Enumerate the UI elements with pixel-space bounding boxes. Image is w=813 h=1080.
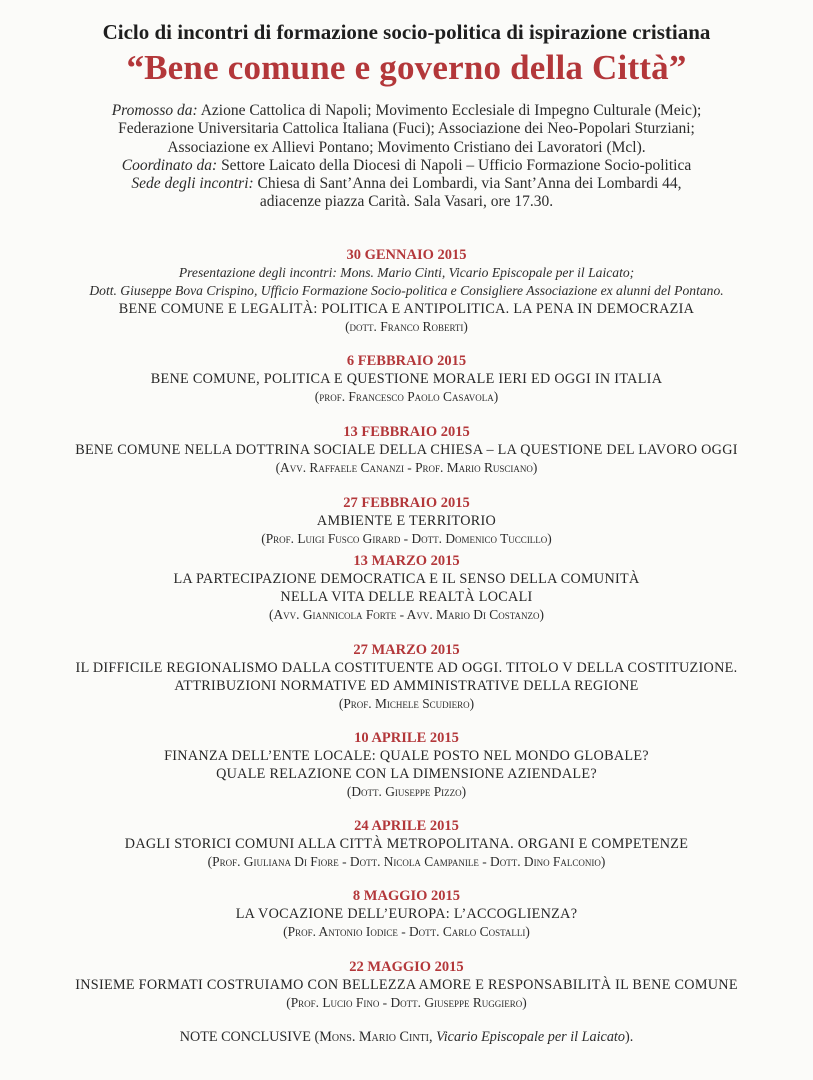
event-date: 13 FEBBRAIO 2015 (343, 424, 470, 440)
event-date: 24 APRILE 2015 (354, 818, 459, 834)
promoted-line-1 (0, 102, 813, 120)
event-10 (0, 958, 813, 1012)
promoted-text-1: Azione Cattolica di Napoli; Movimento Ecclesiale di Impegno Culturale (Meic); (200, 102, 702, 119)
closing-note (0, 1028, 813, 1046)
event-date: 27 FEBBRAIO 2015 (343, 495, 470, 511)
event-date: 6 FEBBRAIO 2015 (346, 353, 467, 369)
event-speakers: (Avv. Giannicola Forte - Avv. Mario Di Costanzo) (269, 607, 544, 622)
event-speakers: (Prof. Antonio Iodice - Dott. Carlo Costalli) (283, 924, 530, 939)
event-speakers: (prof. Francesco Paolo Casavola) (314, 389, 499, 404)
organizers-block (0, 102, 813, 212)
event-title: BENE COMUNE E LEGALITÀ: POLITICA E ANTIPOLITICA. LA PENA IN DEMOCRAZIA (118, 301, 695, 317)
event-title: BENE COMUNE, POLITICA E QUESTIONE MORALE IERI ED OGGI IN ITALIA (150, 371, 663, 387)
event-date: 10 APRILE 2015 (354, 730, 459, 746)
event-date: 13 MARZO 2015 (353, 553, 460, 569)
venue-line-2: adiacenze piazza Carità. Sala Vasari, ore 17.30. (259, 193, 554, 211)
series-title: “Bene comune e governo della Città” (126, 48, 687, 87)
series-subtitle: Ciclo di incontri di formazione socio-politica di ispirazione cristiana (102, 20, 711, 44)
promoted-label: Promosso da: (111, 102, 198, 119)
event-title: NELLA VITA DELLE REALTÀ LOCALI (280, 589, 533, 605)
event-title: QUALE RELAZIONE CON LA DIMENSIONE AZIENDALE? (216, 766, 597, 782)
promoted-line-2: Federazione Universitaria Cattolica Italiana (Fuci); Associazione dei Neo-Popolari Sturziani; (118, 120, 695, 138)
event-date: 27 MARZO 2015 (353, 642, 460, 658)
event-title: FINANZA DELL’ENTE LOCALE: QUALE POSTO NEL MONDO GLOBALE? (164, 748, 649, 764)
event-title: ATTRIBUZIONI NORMATIVE ED AMMINISTRATIVE DELLA REGIONE (174, 678, 639, 694)
note-tail: ). (624, 1029, 634, 1045)
note-role: Vicario Episcopale per il Laicato (436, 1029, 625, 1045)
coordinated-label: Coordinato da: (121, 156, 218, 174)
event-title: INSIEME FORMATI COSTRUIAMO CON BELLEZZA AMORE E RESPONSABILITÀ IL BENE COMUNE (75, 977, 738, 993)
event-date: 22 MAGGIO 2015 (349, 959, 464, 975)
event-2 (0, 352, 813, 406)
event-speakers: (Prof. Luigi Fusco Girard - Dott. Domenico Tuccillo) (261, 531, 552, 546)
event-6 (0, 641, 813, 713)
event-3 (0, 423, 813, 477)
event-4 (0, 494, 813, 548)
venue-text-1: Chiesa di Sant’Anna dei Lombardi, via Sant’Anna dei Lombardi 44, (257, 175, 682, 193)
event-speakers: (Dott. Giuseppe Pizzo) (346, 784, 467, 799)
venue-line-1 (0, 175, 813, 193)
event-5 (0, 552, 813, 624)
event-speakers: (Prof. Lucio Fino - Dott. Giuseppe Ruggiero) (286, 995, 527, 1010)
venue-label: Sede degli incontri: (131, 175, 254, 193)
event-title: DAGLI STORICI COMUNI ALLA CITTÀ METROPOLITANA. ORGANI E COMPETENZE (124, 836, 689, 852)
event-title: IL DIFFICILE REGIONALISMO DALLA COSTITUENTE AD OGGI. TITOLO V DELLA COSTITUZIONE. (75, 660, 738, 676)
event-title: BENE COMUNE NELLA DOTTRINA SOCIALE DELLA CHIESA – LA QUESTIONE DEL LAVORO OGGI (75, 442, 738, 458)
event-speakers: (Prof. Michele Scudiero) (338, 696, 475, 711)
coordinated-text: Settore Laicato della Diocesi di Napoli – Ufficio Formazione Socio-politica (221, 156, 692, 174)
event-date: 8 MAGGIO 2015 (352, 888, 461, 904)
promoted-line-3: Associazione ex Allievi Pontano; Movimento Cristiano dei Lavoratori (Mcl). (167, 138, 646, 156)
note-lead: NOTE CONCLUSIVE ( (179, 1029, 320, 1045)
note-speaker: Mons. Mario Cinti, (319, 1029, 433, 1045)
event-1 (0, 246, 813, 336)
event-speakers: (Avv. Raffaele Cananzi - Prof. Mario Rusciano) (275, 460, 538, 475)
event-8 (0, 817, 813, 871)
event-speakers: (Prof. Giuliana Di Fiore - Dott. Nicola Campanile - Dott. Dino Falconio) (207, 854, 606, 869)
coordinated-line (0, 157, 813, 175)
event-7 (0, 729, 813, 801)
event-speakers: (dott. Franco Roberti) (345, 319, 468, 334)
event-9 (0, 887, 813, 941)
event-intro-line: Dott. Giuseppe Bova Crispino, Ufficio Formazione Socio-politica e Consigliere Associazione ex alunni del Pontano. (89, 283, 724, 298)
event-title: AMBIENTE E TERRITORIO (316, 513, 497, 529)
event-title: LA VOCAZIONE DELL’EUROPA: L’ACCOGLIENZA? (235, 906, 578, 922)
event-intro-line: Presentazione degli incontri: Mons. Mario Cinti, Vicario Episcopale per il Laicato; (178, 265, 635, 280)
event-date: 30 GENNAIO 2015 (346, 247, 467, 263)
event-title: LA PARTECIPAZIONE DEMOCRATICA E IL SENSO DELLA COMUNITÀ (173, 571, 640, 587)
